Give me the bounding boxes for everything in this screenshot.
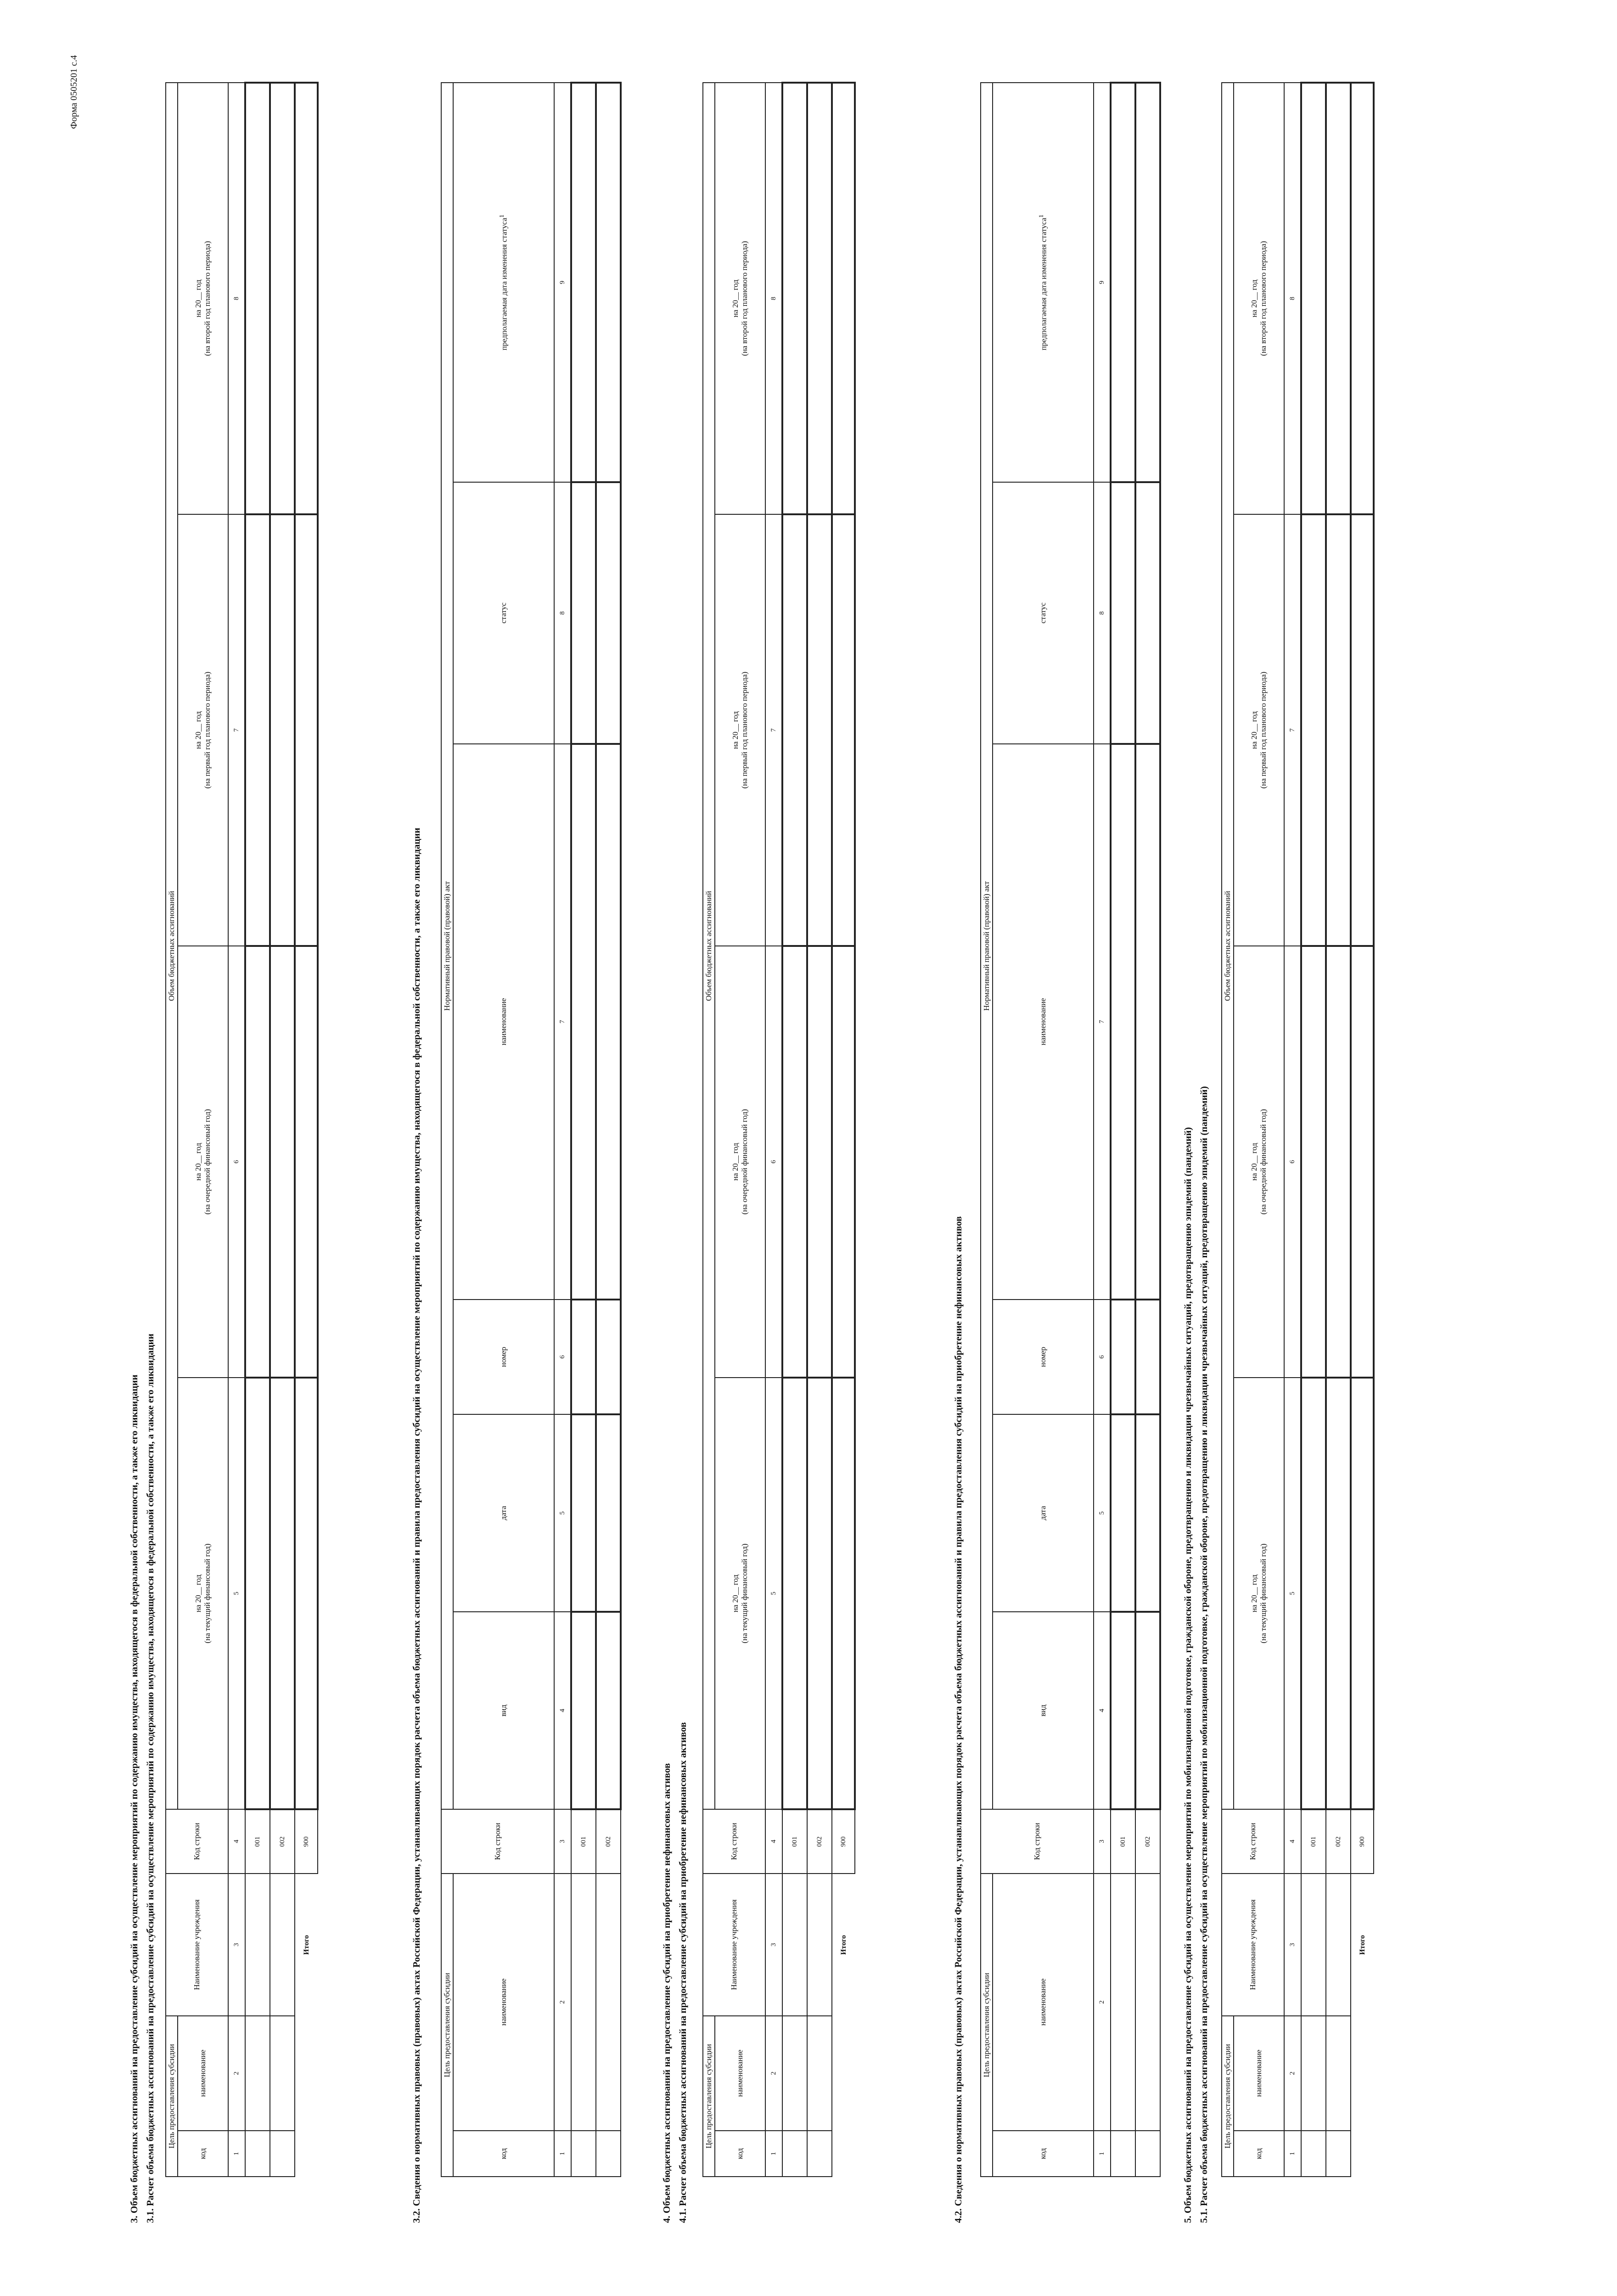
table-row (1301, 83, 1326, 2177)
cell (245, 2016, 270, 2131)
col-status-change-header: предполагаемая дата изменения статуса$^1$ (993, 83, 1094, 482)
cell (295, 83, 318, 514)
col-code-header: код (715, 2131, 765, 2177)
col-number: 4 (1284, 1809, 1301, 1874)
col-status-header: статус (993, 482, 1094, 744)
table-row (1326, 83, 1351, 2177)
section-4-heading: 4. Объем бюджетных ассигнований на предоставление субсидий на приобретение нефинансовых активов (661, 1763, 672, 2223)
col-number: 6 (554, 1300, 571, 1414)
cell (270, 1378, 295, 1809)
col-second-plan-year-header: на 20__ год (на второй год планового периода) (1234, 83, 1284, 514)
col-current-year-header: на 20__ год (на текущий финансовый год) (1234, 1378, 1284, 1809)
col-act-name-header: наименование (453, 744, 554, 1300)
col-number: 3 (1094, 1809, 1111, 1874)
cell (596, 1874, 621, 2131)
col-number: 9 (554, 83, 571, 482)
col-number: 7 (228, 514, 245, 946)
cell (1111, 1414, 1135, 1612)
col-number: 7 (554, 744, 571, 1300)
cell (596, 744, 621, 1300)
col-number: 1 (765, 2131, 782, 2177)
col-second-plan-year-header: на 20__ год (на второй год планового периода) (178, 83, 228, 514)
cell (1111, 482, 1135, 744)
row-code: 002 (1326, 1809, 1351, 1874)
cell (782, 2131, 807, 2177)
cell (1351, 1378, 1374, 1809)
cell (807, 1378, 832, 1809)
col-first-plan-year-header: на 20__ год (на первый год планового периода) (1234, 514, 1284, 946)
col-purpose-header: Цель предоставления субсидии (1222, 2016, 1234, 2177)
col-act-name-header: наименование (993, 744, 1094, 1300)
cell (1111, 1300, 1135, 1414)
form-code: Форма 0505201 с.4 (69, 55, 79, 129)
cell (295, 514, 318, 946)
table-5-1 (1221, 82, 1375, 2177)
col-institution-header: Наименование учреждения (166, 1874, 228, 2016)
col-code-header: код (993, 2131, 1094, 2177)
col-status-header: статус (453, 482, 554, 744)
table-4-1 (702, 82, 856, 2177)
col-row-code-header: Код строки (441, 1809, 554, 1874)
cell (1351, 83, 1374, 514)
table-row (596, 83, 621, 2177)
cell (1301, 1378, 1326, 1809)
cell (807, 2131, 832, 2177)
col-number: 1 (1284, 2131, 1301, 2177)
col-row-code-header: Код строки (1222, 1809, 1284, 1874)
total-label: Итого (839, 1935, 848, 1955)
cell (1135, 1612, 1160, 1809)
cell (1135, 482, 1160, 744)
cell (245, 514, 270, 946)
cell (1111, 1612, 1135, 1809)
cell (571, 1300, 596, 1414)
row-code: 900 (1351, 1809, 1374, 1874)
cell (1135, 1874, 1160, 2131)
col-current-year-header: на 20__ год (на текущий финансовый год) (178, 1378, 228, 1809)
col-row-code-header: Код строки (981, 1809, 1094, 1874)
col-number: 1 (228, 2131, 245, 2177)
cell (807, 514, 832, 946)
col-number: 8 (554, 482, 571, 744)
cell (245, 1378, 270, 1809)
cell (571, 83, 596, 482)
col-next-year-header: на 20__ год (на очередной финансовый год) (1234, 946, 1284, 1378)
cell (571, 1874, 596, 2131)
cell (1326, 946, 1351, 1378)
table-3-2 (441, 82, 622, 2177)
cell (1326, 1378, 1351, 1809)
col-number: 5 (1094, 1414, 1111, 1612)
cell (782, 2016, 807, 2131)
col-number: 8 (1094, 482, 1111, 744)
col-number: 2 (1284, 2016, 1301, 2131)
table-row (1111, 83, 1135, 2177)
col-number: 2 (765, 2016, 782, 2131)
row-code: 001 (571, 1809, 596, 1874)
col-code-header: код (178, 2131, 228, 2177)
col-number: 6 (765, 946, 782, 1378)
cell (1135, 2131, 1160, 2177)
col-number: 7 (765, 514, 782, 946)
table-row (245, 83, 270, 2177)
col-number-header: номер (993, 1300, 1094, 1414)
col-number: 1 (554, 2131, 571, 2177)
cell (596, 482, 621, 744)
col-number: 8 (1284, 83, 1301, 514)
col-legal-act-header: Нормативный правовой (правовой) акт (981, 83, 993, 1809)
cell (782, 514, 807, 946)
cell (807, 1874, 832, 2016)
cell (1326, 83, 1351, 514)
total-row (1351, 83, 1374, 2177)
cell (1111, 744, 1135, 1300)
col-date-header: дата (453, 1414, 554, 1612)
section-5-1-heading: 5.1. Расчет объема бюджетных ассигнований на предоставление субсидий на осуществление мероприятий по мобилизационной подготовке, гражданской обороне, предотвращению и ликвидации чрезвычайных ситуаций, предотвращению эпидемий (пандемий) (1198, 1086, 1209, 2223)
cell (782, 83, 807, 514)
col-number: 6 (1094, 1300, 1111, 1414)
col-status-change-header: предполагаемая дата изменения статуса$^1$ (453, 83, 554, 482)
col-budget-header: Объем бюджетных ассигнований (703, 83, 715, 1809)
table-3-1 (165, 82, 319, 2177)
section-3-2-heading: 3.2. Сведения о нормативных правовых (правовых) актах Российской Федерации, устанавливающих порядок расчета объема бюджетных ассигнований и правила предоставления субсидий на осуществление мероприятий по содержанию имущества, находящегося в федеральной собственности, а также его ликвидации (411, 827, 422, 2223)
table-row (782, 83, 807, 2177)
col-next-year-header: на 20__ год (на очередной финансовый год) (178, 946, 228, 1378)
col-code-header: код (1234, 2131, 1284, 2177)
cell (245, 946, 270, 1378)
cell (832, 1378, 855, 1809)
col-row-code-header: Код строки (166, 1809, 228, 1874)
row-code: 900 (832, 1809, 855, 1874)
cell (1111, 2131, 1135, 2177)
cell (270, 1874, 295, 2016)
col-number-header: номер (453, 1300, 554, 1414)
cell (1326, 2131, 1351, 2177)
cell (832, 83, 855, 514)
cell (1301, 946, 1326, 1378)
cell (1111, 83, 1135, 482)
col-number: 6 (228, 946, 245, 1378)
col-number: 5 (1284, 1378, 1301, 1809)
col-number: 5 (554, 1414, 571, 1612)
col-kind-header: вид (993, 1612, 1094, 1809)
cell (782, 946, 807, 1378)
col-name-header: наименование (453, 1874, 554, 2131)
col-number: 4 (1094, 1612, 1111, 1809)
cell (1135, 1414, 1160, 1612)
cell (270, 946, 295, 1378)
cell (782, 1874, 807, 2016)
col-number: 7 (1284, 514, 1301, 946)
col-number: 2 (1094, 1874, 1111, 2131)
table-row (807, 83, 832, 2177)
col-institution-header: Наименование учреждения (1222, 1874, 1284, 2016)
table-4-2 (980, 82, 1161, 2177)
col-number: 7 (1094, 744, 1111, 1300)
col-number: 5 (228, 1378, 245, 1809)
col-number: 3 (228, 1874, 245, 2016)
col-number: 9 (1094, 83, 1111, 482)
total-row (295, 83, 318, 2177)
row-code: 001 (782, 1809, 807, 1874)
cell (571, 744, 596, 1300)
cell (571, 482, 596, 744)
table-row (270, 83, 295, 2177)
total-label: Итого (302, 1935, 310, 1955)
col-code-header: код (453, 2131, 554, 2177)
col-number: 6 (1284, 946, 1301, 1378)
col-number: 2 (554, 1874, 571, 2131)
col-number: 3 (765, 1874, 782, 2016)
col-legal-act-header: Нормативный правовой (правовой) акт (441, 83, 453, 1809)
cell (270, 2131, 295, 2177)
cell (596, 83, 621, 482)
cell (270, 83, 295, 514)
cell (832, 514, 855, 946)
col-next-year-header: на 20__ год (на очередной финансовый год) (715, 946, 765, 1378)
cell (1326, 1874, 1351, 2016)
col-number: 4 (554, 1612, 571, 1809)
col-name-header: наименование (993, 1874, 1094, 2131)
cell (1351, 514, 1374, 946)
cell (1351, 946, 1374, 1378)
col-number: 2 (228, 2016, 245, 2131)
section-4-2-heading: 4.2. Сведения о нормативных правовых (правовых) актах Российской Федерации, устанавливающих порядок расчета объема бюджетных ассигнований и правила предоставления субсидий на приобретение нефинансовых активов (953, 1216, 964, 2223)
section-3-1-heading: 3.1. Расчет объема бюджетных ассигнований на предоставление субсидий на осуществление мероприятий по содержанию имущества, находящегося в федеральной собственности, а также его ликвидации (145, 1334, 156, 2223)
col-purpose-header: Цель предоставления субсидии (981, 1874, 993, 2177)
col-name-header: наименование (178, 2016, 228, 2131)
row-code: 002 (270, 1809, 295, 1874)
row-code: 001 (245, 1809, 270, 1874)
section-4-1-heading: 4.1. Расчет объема бюджетных ассигнований на предоставление субсидий на приобретение нефинансовых активов (677, 1722, 688, 2223)
section-3-heading: 3. Объем бюджетных ассигнований на предоставление субсидий на осуществление мероприятий по содержанию имущества, находящегося в федеральной собственности, а также его ликвидации (129, 1374, 140, 2223)
col-kind-header: вид (453, 1612, 554, 1809)
col-number: 8 (228, 83, 245, 514)
cell (245, 1874, 270, 2016)
cell (832, 946, 855, 1378)
col-number: 5 (765, 1378, 782, 1809)
cell (571, 1414, 596, 1612)
row-code: 002 (596, 1809, 621, 1874)
cell (1135, 744, 1160, 1300)
col-purpose-header: Цель предоставления субсидии (441, 1874, 453, 2177)
col-purpose-header: Цель предоставления субсидии (703, 2016, 715, 2177)
cell (1301, 514, 1326, 946)
cell (245, 83, 270, 514)
cell (245, 2131, 270, 2177)
col-institution-header: Наименование учреждения (703, 1874, 765, 2016)
cell (1111, 1874, 1135, 2131)
cell (1135, 1300, 1160, 1414)
section-5-heading: 5. Объем бюджетных ассигнований на предоставление субсидий на осуществление мероприятий по мобилизационной подготовке, гражданской обороне, предотвращению и ликвидации чрезвычайных ситуаций, предотвращению эпидемий (пандемий) (1182, 1127, 1193, 2223)
cell (270, 514, 295, 946)
row-code: 002 (1135, 1809, 1160, 1874)
col-number: 1 (1094, 2131, 1111, 2177)
cell (270, 2016, 295, 2131)
cell (295, 946, 318, 1378)
col-current-year-header: на 20__ год (на текущий финансовый год) (715, 1378, 765, 1809)
cell (807, 2016, 832, 2131)
table-row (1135, 83, 1160, 2177)
cell (807, 946, 832, 1378)
col-number: 3 (554, 1809, 571, 1874)
row-code: 002 (807, 1809, 832, 1874)
col-budget-header: Объем бюджетных ассигнований (166, 83, 178, 1809)
cell (1301, 2131, 1326, 2177)
col-name-header: наименование (1234, 2016, 1284, 2131)
cell (571, 1612, 596, 1809)
col-row-code-header: Код строки (703, 1809, 765, 1874)
cell (782, 1378, 807, 1809)
cell (1301, 2016, 1326, 2131)
col-second-plan-year-header: на 20__ год (на второй год планового периода) (715, 83, 765, 514)
total-row (832, 83, 855, 2177)
cell (571, 2131, 596, 2177)
col-first-plan-year-header: на 20__ год (на первый год планового периода) (178, 514, 228, 946)
col-first-plan-year-header: на 20__ год (на первый год планового периода) (715, 514, 765, 946)
cell (1301, 1874, 1326, 2016)
cell (1326, 2016, 1351, 2131)
cell (807, 83, 832, 514)
col-name-header: наименование (715, 2016, 765, 2131)
cell (596, 1300, 621, 1414)
col-budget-header: Объем бюджетных ассигнований (1222, 83, 1234, 1809)
row-code: 001 (1111, 1809, 1135, 1874)
col-number: 4 (228, 1809, 245, 1874)
row-code: 900 (295, 1809, 318, 1874)
col-date-header: дата (993, 1414, 1094, 1612)
cell (1301, 83, 1326, 514)
cell (295, 1378, 318, 1809)
cell (596, 2131, 621, 2177)
row-code: 001 (1301, 1809, 1326, 1874)
col-number: 8 (765, 83, 782, 514)
cell (596, 1612, 621, 1809)
table-row (571, 83, 596, 2177)
cell (1135, 83, 1160, 482)
cell (596, 1414, 621, 1612)
col-number: 4 (765, 1809, 782, 1874)
cell (1326, 514, 1351, 946)
total-label: Итого (1358, 1935, 1366, 1955)
col-number: 3 (1284, 1874, 1301, 2016)
col-purpose-header: Цель предоставления субсидии (166, 2016, 178, 2177)
